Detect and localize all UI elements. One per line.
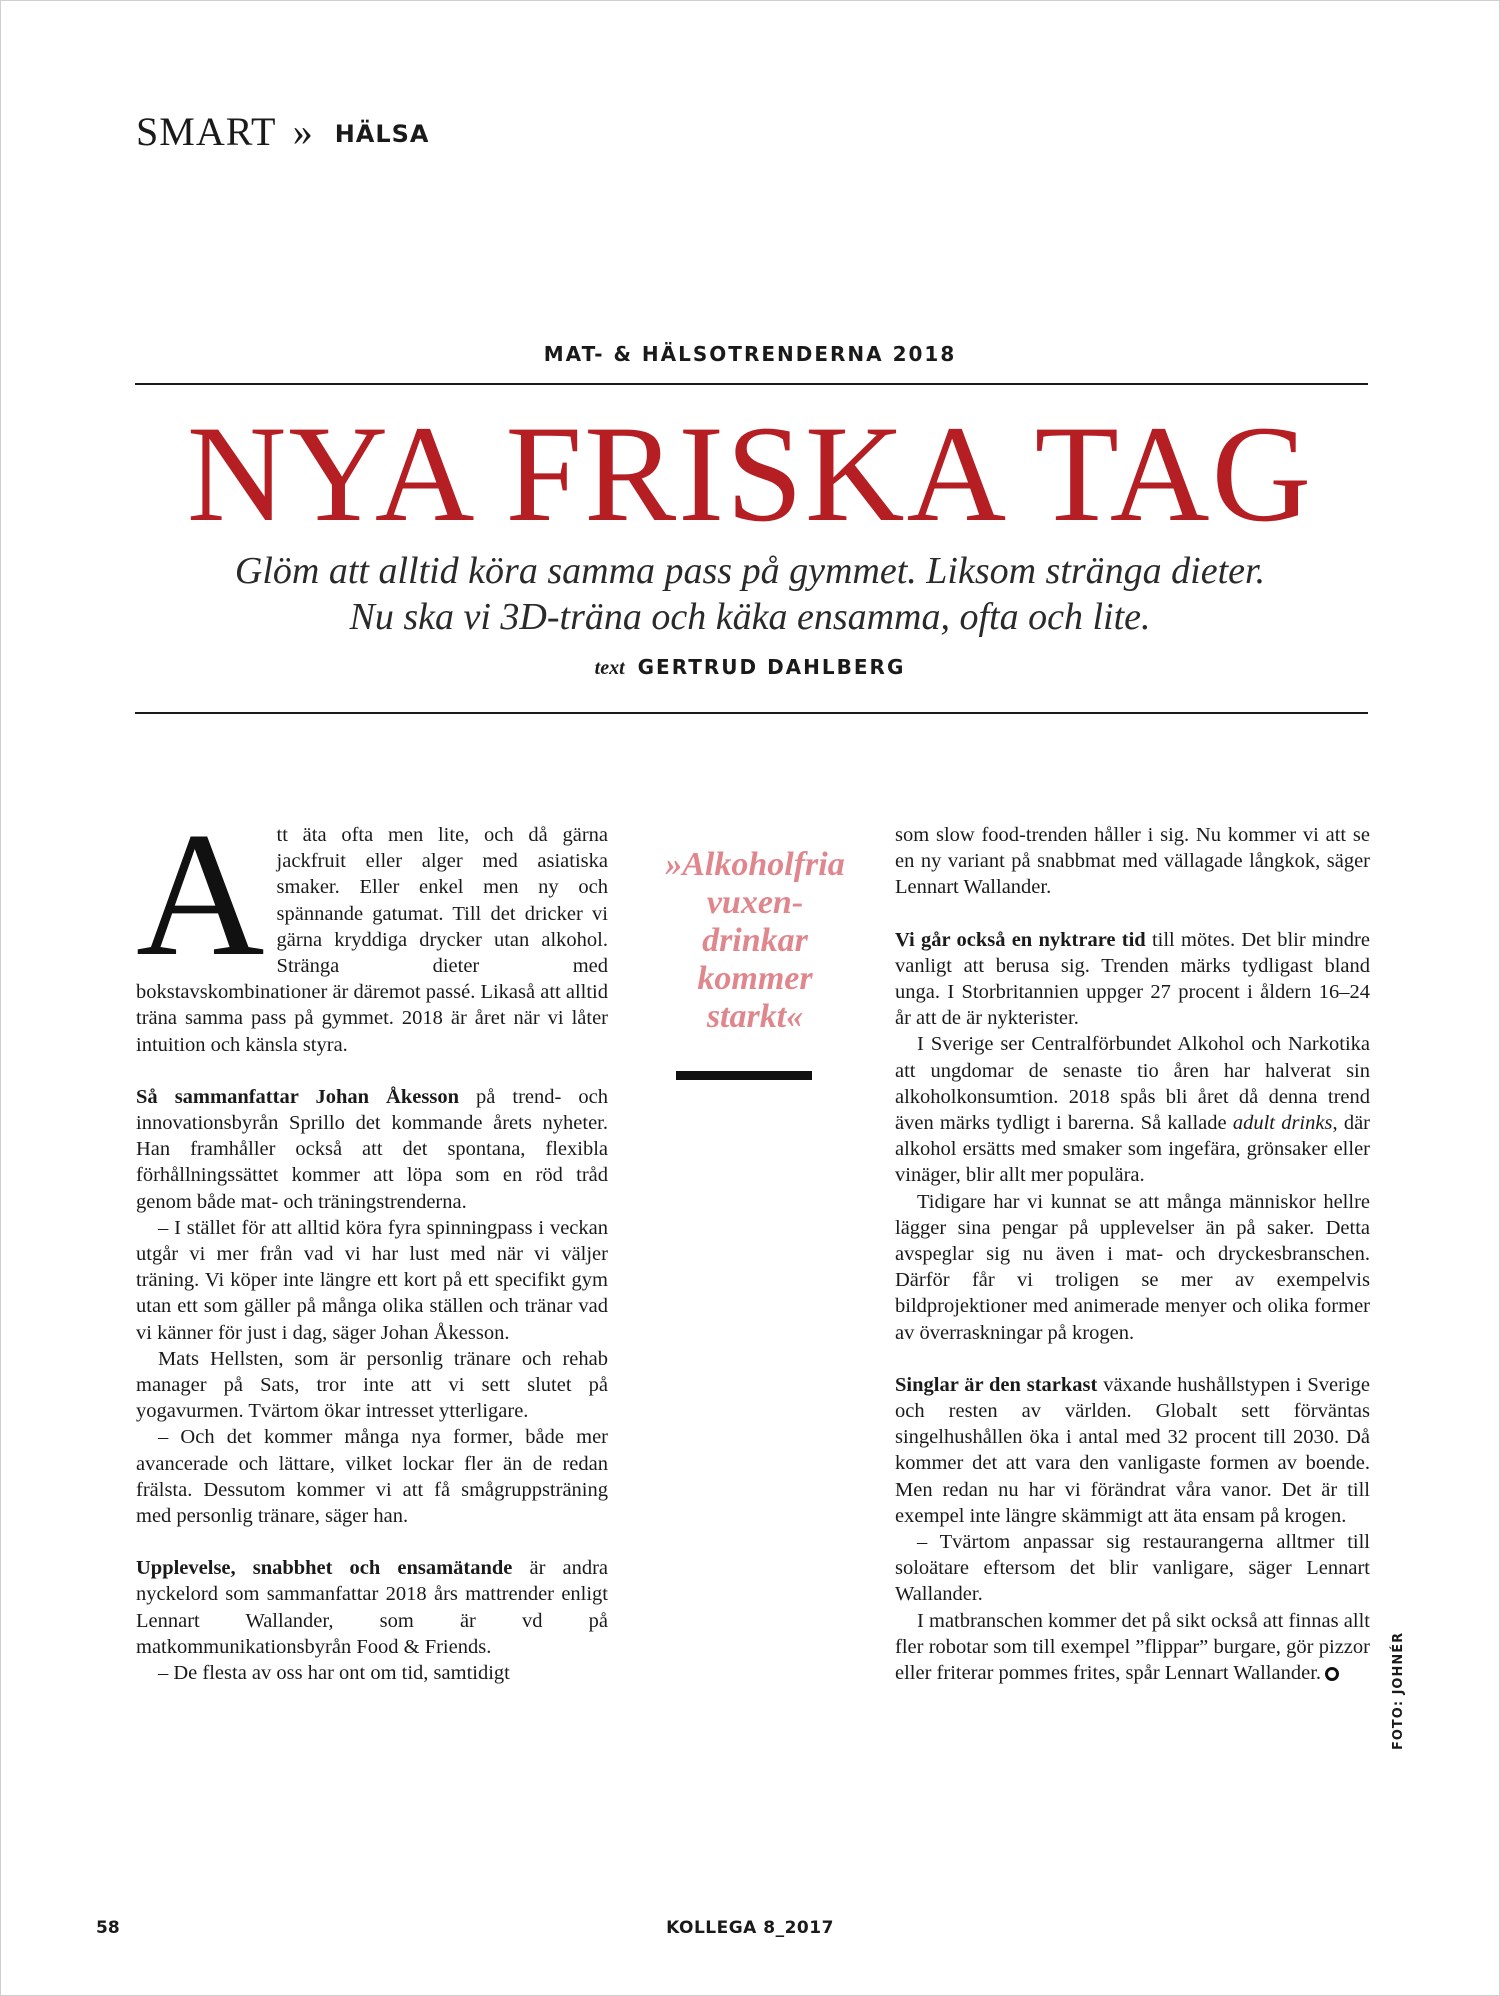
article-deck (0, 548, 1500, 640)
article-headline: NYA FRISKA TAG (186, 397, 1314, 550)
pull-quote (640, 846, 870, 1036)
publication-footer: KOLLEGA 8_2017 (666, 1918, 834, 1938)
paragraph (895, 927, 1370, 1032)
top-rule (135, 383, 1368, 385)
paragraph: Mats Hellsten, som är personlig tränare och rehab manager på Sats, tror inte att vi sett slutet på yogavurmen. Tvärtom ökar intresset ytterligare. (136, 1347, 608, 1423)
paragraph (136, 1084, 608, 1215)
article-kicker: MAT- & HÄLSOTRENDERNA 2018 (543, 342, 957, 366)
pull-quote-line: vuxen- (706, 884, 804, 921)
paragraph-text: växande hushållstypen i Sverige och resten av världen. Globalt sett förväntas singelhushållen öka i antal med 32 procent till 2030. Då kommer det att vara den vanligaste formen av boende. Men redan nu har vi förändrat våra vanor. Det är till exempel inte längre skämmigt att äta ensam på krogen. (895, 1373, 1370, 1527)
pull-quote-line: drinkar (702, 922, 808, 959)
byline-prefix: text (594, 657, 625, 679)
photo-credit: FOTO: JOHNÉR (1391, 1631, 1406, 1750)
drop-cap: A (136, 795, 265, 993)
section-header (136, 108, 430, 155)
emphasis-text: adult drinks (1232, 1112, 1333, 1135)
paragraph-lead: Vi går också en nyktrare tid (895, 928, 1146, 951)
paragraph (136, 795, 608, 1058)
paragraph-text: , där alkohol ersätts med smaker som ingefära, grönsaker eller vinäger, blir allt mer populära. (895, 1112, 1370, 1187)
end-of-article-icon (1325, 1667, 1339, 1681)
bottom-rule (135, 712, 1368, 714)
paragraph-lead: Singlar är den starkast (895, 1373, 1098, 1396)
paragraph (136, 1555, 608, 1660)
section-name: SMART (136, 109, 276, 154)
paragraph: – I stället för att alltid köra fyra spinningpass i veckan utgår vi mer från vad vi har lust med när vi väljer träning. Vi köper inte längre ett kort på ett specifikt gym utan ett som gäller på många olika ställen och tränar vad vi känner för just i dag, säger Johan Åkesson. (136, 1216, 608, 1344)
paragraph: – Tvärtom anpassar sig restaurangerna alltmer till soloätare eftersom det blir vanligare, säger Lennart Wallander. (895, 1531, 1370, 1606)
paragraph-lead: Så sammanfattar Johan Åkesson (136, 1085, 459, 1108)
paragraph (895, 1372, 1370, 1529)
deck-line-2: Nu ska vi 3D-träna och käka ensamma, ofta och lite. (349, 596, 1151, 638)
left-column (136, 795, 608, 1686)
paragraph-text: är andra nyckelord som sammanfattar 2018 års mattrender enligt Lennart Wallander, som är vd på matkommunikationsbyrån Food & Friends. (136, 1557, 608, 1658)
pull-quote-line: »Alkoholfria (665, 846, 845, 883)
paragraph-lead: Upplevelse, snabbhet och ensamätande (136, 1557, 513, 1580)
paragraph-text: till mötes. Det blir mindre vanligt att berusa sig. Trenden märks tydligast bland unga. I Storbritannien uppger 27 procent i åldern 16–24 år att de är nykterister. (895, 928, 1370, 1030)
byline (0, 655, 1500, 680)
paragraph: Tidigare har vi kunnat se att många människor hellre lägger sina pengar på upplevelser än på saker. Detta avspeglar sig nu även i mat- och dryckesbranschen. Därför får vi troligen se mer av exempelvis bildprojektioner med animerade menyer och olika former av överraskningar på krogen. (895, 1190, 1370, 1344)
right-column (895, 822, 1370, 1686)
paragraph: som slow food-trenden håller i sig. Nu kommer vi att se en ny variant på snabbmat med vällagade långkok, säger Lennart Wallander. (895, 824, 1370, 899)
pull-quote-line: starkt« (706, 998, 804, 1035)
paragraph-text: I Sverige ser Centralförbundet Alkohol och Narkotika att ungdomar de senaste tio åren har halverat sin alkoholkonsumtion. 2018 spås bli året då denna trend även märks tydligt i barerna. Så kallade (895, 1033, 1370, 1135)
section-separator: » (292, 109, 314, 154)
paragraph-text: på trend- och innovationsbyrån Sprillo det kommande årets nyheter. Han framhåller också att det spontana, flexibla förhållningssättet kommer att löpa som en röd tråd genom både mat- och träningstrenderna. (136, 1085, 608, 1213)
page-number: 58 (96, 1918, 120, 1938)
intro-text: tt äta ofta men lite, och då gärna jackfruit eller alger med asiatiska smaker. Eller enkel men ny och spännande gatumat. Till det dricker vi gärna kryddiga drycker utan alkohol. Stränga dieter med bokstavskombinationer är däremot passé. Likaså att alltid träna samma pass på gymmet. 2018 är året när vi låter intuition och känsla styra. (136, 824, 608, 1056)
pull-quote-bar (676, 1071, 812, 1080)
deck-line-1: Glöm att alltid köra samma pass på gymmet. Liksom stränga dieter. (234, 550, 1266, 592)
byline-author: GERTRUD DAHLBERG (637, 655, 906, 679)
paragraph (895, 1608, 1370, 1687)
subsection-name: HÄLSA (334, 120, 430, 148)
paragraph: – De flesta av oss har ont om tid, samtidigt (158, 1662, 510, 1685)
pull-quote-line: kommer (697, 960, 813, 997)
paragraph (895, 1031, 1370, 1188)
paragraph: – Och det kommer många nya former, både mer avancerade och lättare, vilket lockar fler än de redan frälsta. Dessutom kommer vi att få smågruppsträning med personlig tränare, säger han. (136, 1426, 608, 1528)
paragraph-text: I matbranschen kommer det på sikt också att finnas allt fler robotar som till exempel ”flippar” burgare, gör pizzor eller friterar pommes frites, spår Lennart Wallander. (895, 1609, 1370, 1685)
